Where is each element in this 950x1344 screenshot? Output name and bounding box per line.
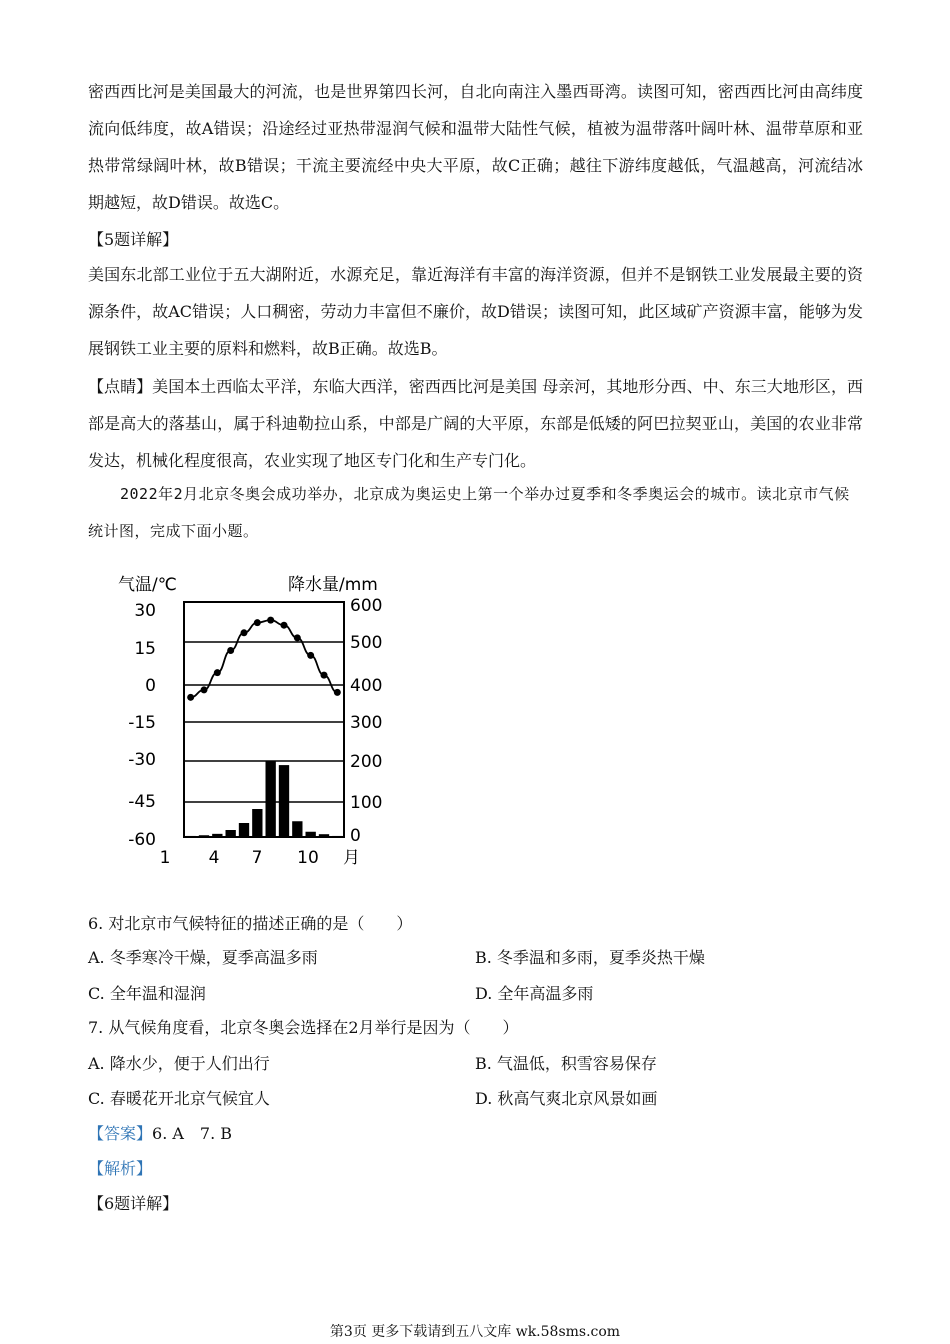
temperature-point (307, 652, 314, 659)
q7-option-a: A. 降水少，便于人们出行 (88, 1054, 270, 1073)
temperature-point (321, 672, 328, 679)
q6-option-d: D. 全年高温多雨 (475, 984, 594, 1003)
y-tick-label-right: 300 (350, 713, 383, 733)
y-tick-label-left: -15 (128, 713, 156, 733)
answer-line (88, 1122, 232, 1146)
question-intro: 2022年2月北京冬奥会成功举办，北京成为奥运史上第一个举办过夏季和冬季奥运会的城市。读北京市气候统计图，完成下面小题。 (88, 485, 850, 540)
q7-option-b: B. 气温低，积雪容易保存 (475, 1054, 657, 1073)
y-tick-label-right: 100 (350, 793, 383, 813)
temperature-point (187, 694, 194, 701)
question-7-stem: 7. 从气候角度看，北京冬奥会选择在2月举行是因为（ ） (88, 1018, 519, 1037)
temperature-point (227, 647, 234, 654)
temperature-point (294, 634, 301, 641)
y-tick-label-right: 0 (350, 826, 361, 846)
precip-bar (292, 821, 302, 837)
y-axis-title-right: 降水量/mm (288, 575, 378, 595)
temperature-point (254, 619, 261, 626)
x-tick-label: 10 (297, 848, 319, 868)
q6-option-a: A. 冬季寒冷干燥，夏季高温多雨 (88, 948, 318, 967)
precip-bar (226, 830, 236, 837)
y-tick-label-left: 0 (145, 676, 156, 696)
temperature-point (281, 622, 288, 629)
x-tick-label: 4 (208, 848, 220, 868)
precip-bar (199, 835, 209, 837)
analysis-label: 【解析】 (88, 1159, 153, 1178)
temperature-point (241, 629, 248, 636)
q6-heading: 【6题详解】 (88, 1194, 179, 1213)
answer-label: 【答案】 (88, 1124, 153, 1143)
temperature-line (191, 620, 338, 697)
precip-bar (332, 836, 342, 837)
y-tick-label-left: -30 (128, 750, 156, 770)
q7-option-c: C. 春暖花开北京气候宜人 (88, 1089, 270, 1108)
y-tick-label-right: 400 (350, 676, 383, 696)
y-axis-title-left: 气温/℃ (118, 575, 177, 595)
q4-explanation: 密西西比河是美国最大的河流，也是世界第四长河，自北向南注入墨西哥湾。读图可知，密西西比河由高纬度流向低纬度，故A错误；沿途经过亚热带湿润气候和温带大陆性气候，植被为温带落叶阔叶林、温带草原和亚热带常绿阔叶林，故B错误；干流主要流经中央大平原，故C正确；越往下游纬度越低，气温越高，河流结冰期越短，故D错误。故选C。 (88, 82, 863, 212)
q6-option-c: C. 全年温和湿润 (88, 984, 206, 1003)
precip-bar (252, 809, 262, 837)
temperature-point (201, 686, 208, 693)
question-6-stem: 6. 对北京市气候特征的描述正确的是（ ） (88, 914, 413, 933)
y-tick-label-left: 30 (134, 601, 156, 621)
q5-heading: 【5题详解】 (88, 230, 179, 249)
precip-bar (266, 761, 276, 837)
y-tick-label-right: 200 (350, 752, 383, 772)
precip-bar (212, 834, 222, 837)
y-tick-label-left: -45 (128, 792, 156, 812)
x-tick-label: 7 (251, 848, 263, 868)
precip-bar (186, 836, 196, 837)
temperature-point (214, 669, 221, 676)
answer-text: 6. A 7. B (152, 1124, 233, 1143)
x-axis-unit: 月 (343, 848, 360, 868)
precip-bar (319, 834, 329, 837)
y-tick-label-left: 15 (134, 639, 156, 659)
precip-bar (279, 765, 289, 837)
x-tick-label: 1 (159, 848, 171, 868)
y-tick-label-left: -60 (128, 830, 156, 850)
q7-option-d: D. 秋高气爽北京风景如画 (475, 1089, 658, 1108)
precip-bar (306, 832, 316, 837)
comment-paragraph: 【点睛】美国本土西临太平洋，东临大西洋，密西西比河是美国 母亲河，其地形分西、中、东三大地形区，西部是高大的落基山，属于科迪勒拉山系，中部是广阔的大平原，东部是低矮的阿巴拉契亚山，美国的农业非常发达，机械化程度很高，农业实现了地区专门化和生产专门化。 (88, 377, 863, 470)
y-tick-label-right: 600 (350, 596, 383, 616)
temperature-point (334, 689, 341, 696)
q5-explanation: 美国东北部工业位于五大湖附近，水源充足，靠近海洋有丰富的海洋资源，但并不是钢铁工业发展最主要的资源条件，故AC错误；人口稠密，劳动力丰富但不廉价，故D错误；读图可知，此区域矿产资源丰富，能够为发展钢铁工业主要的原料和燃料，故B正确。故选B。 (88, 265, 863, 358)
precip-bar (239, 823, 249, 837)
temperature-point (267, 617, 274, 624)
climate-chart (100, 565, 400, 875)
q6-option-b: B. 冬季温和多雨，夏季炎热干燥 (475, 948, 705, 967)
page-footer: 第3页 更多下载请到五八文库 wk.58sms.com (329, 1324, 621, 1340)
y-tick-label-right: 500 (350, 633, 383, 653)
